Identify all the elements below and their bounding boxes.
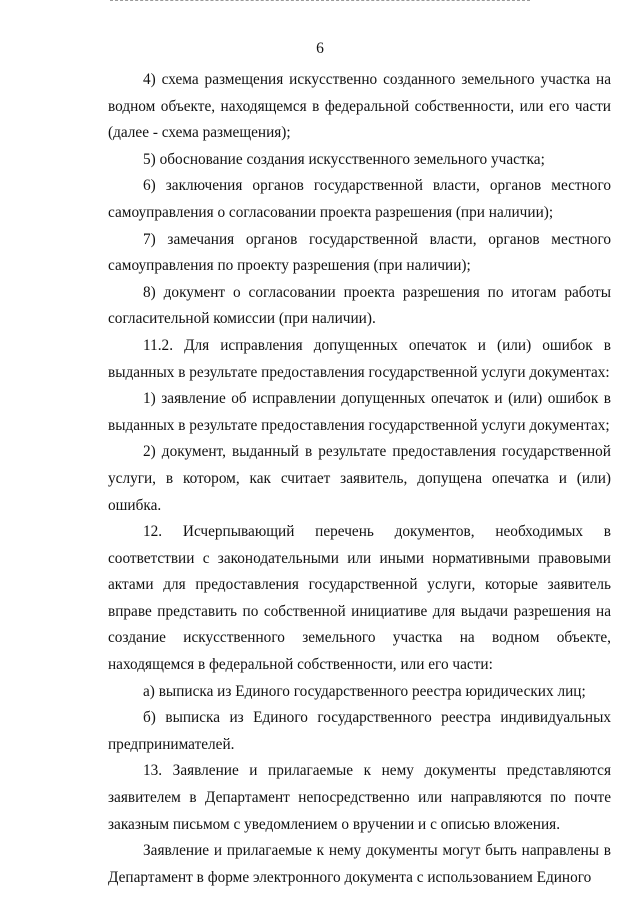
document-body [108, 67, 611, 891]
paragraph-item-2-document: 2) документ, выданный в результате предоставления государственной услуги, в котором, как считает заявитель, допущена опечатка и (или) ошибка. [108, 443, 611, 514]
paragraph-item-1-application: 1) заявление об исправлении допущенных опечаток и (или) ошибок в выданных в результате предоставления государственной услуги документах; [108, 390, 611, 434]
paragraph-item-a-legal-entities: а) выписка из Единого государственного реестра юридических лиц; [143, 682, 586, 700]
paragraph-item-8-agreement: 8) документ о согласовании проекта разрешения по итогам работы согласительной комиссии (при наличии). [108, 283, 611, 328]
paragraph-item-6-conclusions: 6) заключения органов государственной власти, органов местного самоуправления о согласовании проекта разрешения (при наличии); [108, 177, 611, 221]
paragraph-item-5-justification: 5) обоснование создания искусственного земельного участка; [143, 150, 545, 168]
paragraph-section-13: 13. Заявление и прилагаемые к нему документы представляются заявителем в Департамент непосредственно или направляются по почте заказным письмом с уведомлением о вручении и с описью вложения. [108, 762, 611, 833]
paragraph-electronic-submission: Заявление и прилагаемые к нему документы могут быть направлены в Департамент в форме электронного документа с использованием Единого [108, 842, 611, 886]
paragraph-section-12: 12. Исчерпывающий перечень документов, необходимых в соответствии с законодательными или иными нормативными правовыми актами для предоставления государственной услуги, которые заявитель вправе представить по собственной инициативе для выдачи разрешения на создание искусственного земельного участка на водном объекте, находящемся в федеральной собственности, или его части: [108, 523, 611, 674]
paragraph-item-4-scheme: 4) схема размещения искусственно созданного земельного участка на водном объекте, находящемся в федеральной собственности, или его части (далее - схема размещения); [108, 71, 611, 142]
paragraph-section-11-2: 11.2. Для исправления допущенных опечаток и (или) ошибок в выданных в результате предоставления государственной услуги документах: [108, 336, 611, 381]
scan-top-edge [110, 0, 530, 3]
page-number: 6 [316, 40, 324, 57]
paragraph-item-7-remarks: 7) замечания органов государственной власти, органов местного самоуправления по проекту разрешения (при наличии); [108, 230, 611, 275]
paragraph-item-b-entrepreneurs: б) выписка из Единого государственного реестра индивидуальных предпринимателей. [108, 709, 611, 753]
